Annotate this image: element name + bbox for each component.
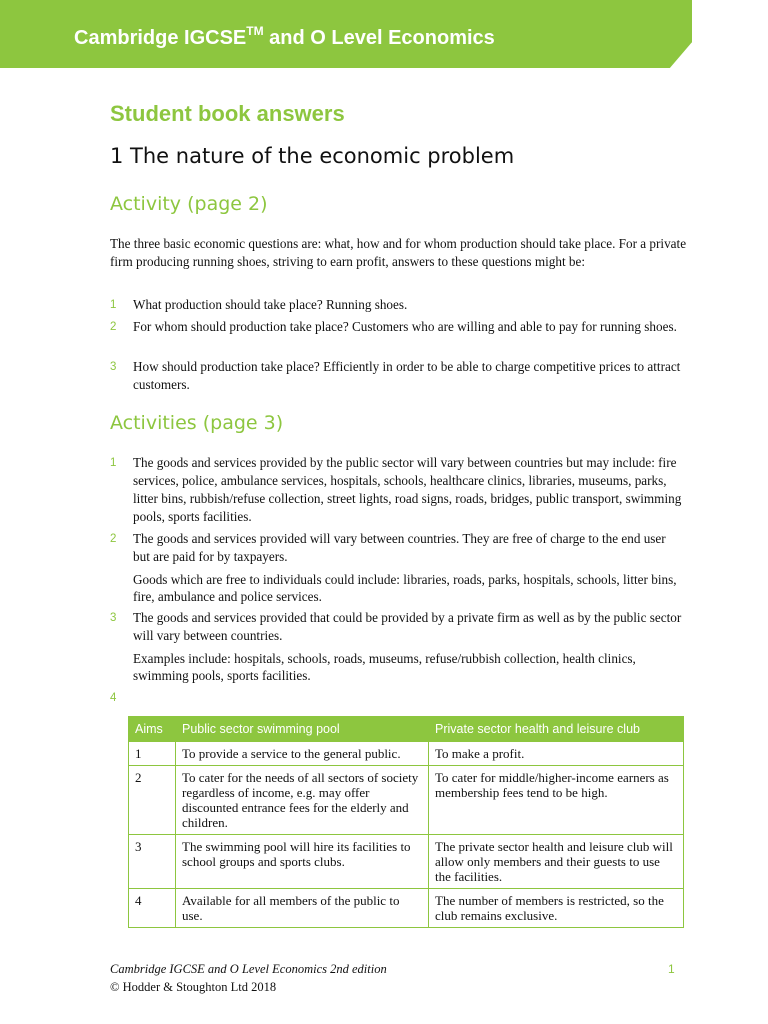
page-heading: Student book answers (110, 101, 345, 126)
table-cell: Available for all members of the public to use. (176, 889, 429, 928)
activity-page-2-title: Activity (page 2) (110, 193, 268, 215)
list-number: 1 (110, 457, 117, 469)
table-cell: The number of members is restricted, so the club remains exclusive. (429, 889, 684, 928)
column-header: Private sector health and leisure club (429, 717, 684, 742)
table-row (129, 835, 684, 889)
footer-edition: Cambridge IGCSE and O Level Economics 2nd edition (110, 962, 387, 976)
table-header-row (129, 717, 684, 742)
column-header: Public sector swimming pool (176, 717, 429, 742)
table-cell: The private sector health and leisure club will allow only members and their guests to use the facilities. (429, 835, 684, 889)
list-text: The goods and services provided will vary between countries. They are free of charge to the end user but are paid for by taxpayers. (133, 531, 666, 564)
aims-comparison-table (128, 716, 684, 928)
chapter-title: 1 The nature of the economic problem (110, 144, 515, 168)
table-row (129, 889, 684, 928)
list-number: 3 (110, 612, 117, 624)
list-number: 4 (110, 692, 117, 704)
footer-copyright: © Hodder & Stoughton Ltd 2018 (110, 980, 277, 994)
list-text: What production should take place? Running shoes. (133, 297, 408, 312)
table-cell: 3 (129, 835, 176, 889)
list-item (110, 609, 685, 645)
header-title: Cambridge IGCSE™ and O Level Economics (74, 24, 495, 49)
list-number: 2 (110, 533, 117, 545)
table-cell: To provide a service to the general public. (176, 742, 429, 766)
table-row (129, 742, 684, 766)
table-cell: The swimming pool will hire its facilities to school groups and sports clubs. (176, 835, 429, 889)
table-cell: To cater for middle/higher-income earners as membership fees tend to be high. (429, 766, 684, 835)
list-subparagraph: Goods which are free to individuals could include: libraries, roads, parks, hospitals, schools, litter bins, fire, ambulance and police services. (133, 572, 677, 604)
list-text: The goods and services provided that could be provided by a private firm as well as by the public sector will vary between countries. (133, 610, 682, 643)
table-cell: To make a profit. (429, 742, 684, 766)
table-cell: 4 (129, 889, 176, 928)
table-cell: To cater for the needs of all sectors of society regardless of income, e.g. may offer discounted entrance fees for the elderly and children. (176, 766, 429, 835)
list-text: For whom should production take place? Customers who are willing and able to pay for running shoes. (133, 319, 677, 334)
table-row (129, 766, 684, 835)
list-number: 3 (110, 361, 117, 373)
list-text: How should production take place? Efficiently in order to be able to charge competitive prices to attract customers. (133, 359, 681, 392)
column-header: Aims (129, 717, 176, 742)
table-cell: 1 (129, 742, 176, 766)
page-number: 1 (668, 962, 675, 976)
activities-page-3-title: Activities (page 3) (110, 412, 284, 434)
list-subparagraph: Examples include: hospitals, schools, roads, museums, refuse/rubbish collection, health clinics, swimming pools, sports facilities. (133, 651, 636, 683)
activity-intro: The three basic economic questions are: what, how and for whom production should take place. For a private firm producing running shoes, striving to earn profit, answers to these questions might be: (110, 236, 687, 269)
list-number: 2 (110, 321, 117, 333)
list-item (110, 296, 685, 314)
footer (110, 960, 387, 996)
list-item (110, 454, 685, 526)
table-cell: 2 (129, 766, 176, 835)
list-text: The goods and services provided by the public sector will vary between countries but may include: fire services, police, ambulance services, hospitals, schools, healthcare clinics, libraries, museums, parks, litter bins, rubbish/refuse collection, street lights, road signs, roads, bridges, public transport, swimming pools, sports facilities. (133, 455, 682, 524)
list-item (110, 530, 685, 566)
list-item (110, 318, 685, 336)
list-item (110, 358, 685, 394)
list-number: 1 (110, 299, 117, 311)
